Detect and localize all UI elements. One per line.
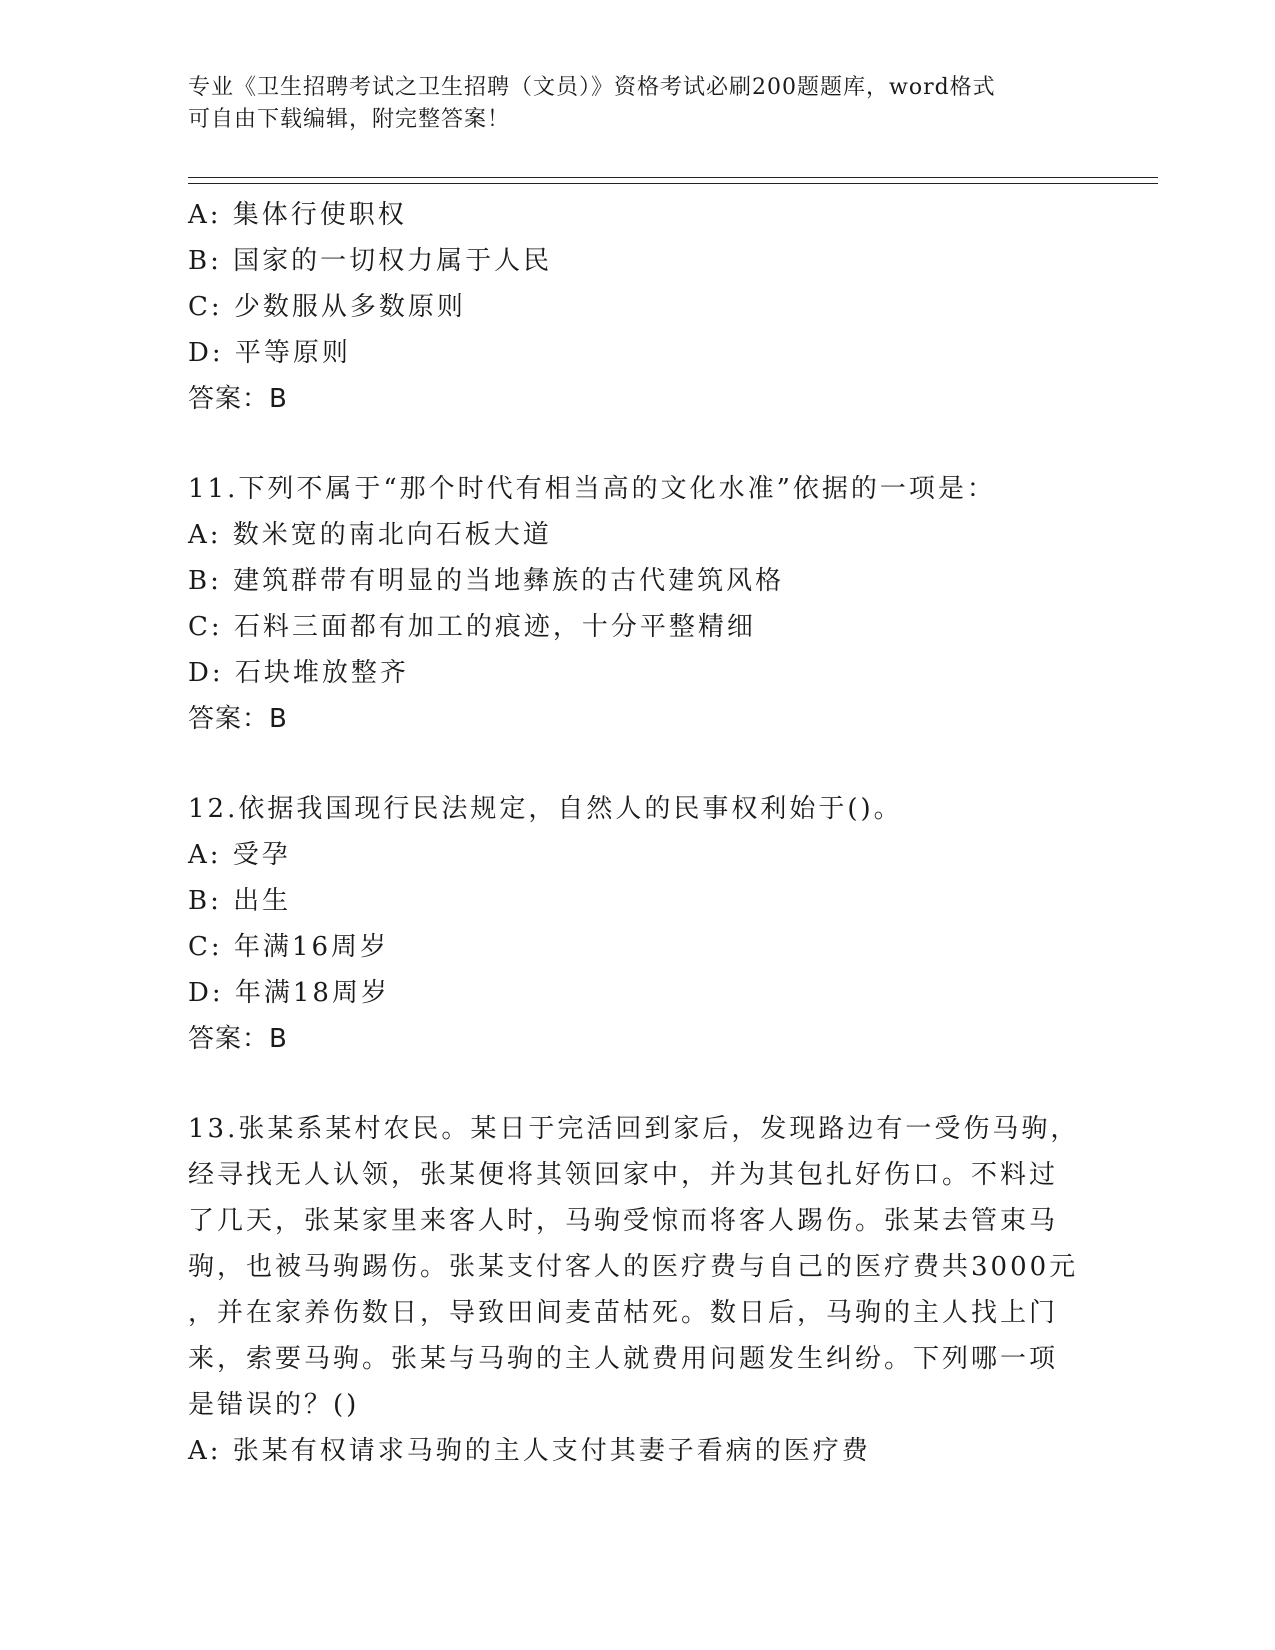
question-13 (188, 1106, 1088, 1474)
answer-line: 答案：B (188, 384, 288, 414)
spacer (188, 422, 1088, 466)
option-a: A: 张某有权请求马驹的主人支付其妻子看病的医疗费 (188, 1436, 871, 1466)
question-10 (188, 192, 1088, 422)
question-list (188, 192, 1088, 1474)
option-d: D: 石块堆放整齐 (188, 658, 409, 688)
option-d: D: 平等原则 (188, 338, 351, 368)
question-stem-line: 来，索要马驹。张某与马驹的主人就费用问题发生纠纷。下列哪一项 (188, 1344, 1059, 1374)
header-rule-top (188, 177, 1158, 178)
option-c: C: 石料三面都有加工的痕迹，十分平整精细 (188, 612, 756, 642)
option-b: B: 国家的一切权力属于人民 (188, 246, 553, 276)
header-rule-bottom (188, 183, 1158, 184)
question-stem-line: ，并在家养伤数日，导致田间麦苗枯死。数日后，马驹的主人找上门 (188, 1298, 1059, 1328)
question-stem-line: 是错误的？() (188, 1390, 360, 1420)
option-b: B: 出生 (188, 886, 292, 916)
question-stem-line: 经寻找无人认领，张某便将其领回家中，并为其包扎好伤口。不料过 (188, 1160, 1059, 1190)
option-c: C: 年满16周岁 (188, 932, 390, 962)
option-a: A: 受孕 (188, 840, 291, 870)
question-12 (188, 786, 1088, 1062)
spacer (188, 1062, 1088, 1106)
spacer (188, 742, 1088, 786)
header-title-line-2: 可自由下载编辑，附完整答案！ (188, 107, 511, 132)
option-b: B: 建筑群带有明显的当地彝族的古代建筑风格 (188, 566, 785, 596)
option-c: C: 少数服从多数原则 (188, 292, 466, 322)
question-stem-line: 了几天，张某家里来客人时，马驹受惊而将客人踢伤。张某去管束马 (188, 1206, 1059, 1236)
header-title-line-1: 专业《卫生招聘考试之卫生招聘（文员）》资格考试必刷200题题库，word格式 (188, 75, 996, 100)
question-stem-line: 驹，也被马驹踢伤。张某支付客人的医疗费与自己的医疗费共3000元 (188, 1252, 1079, 1282)
question-stem-line: 13.张某系某村农民。某日于完活回到家后，发现路边有一受伤马驹， (188, 1114, 1080, 1144)
answer-line: 答案：B (188, 704, 288, 734)
document-header (188, 72, 1088, 136)
question-11 (188, 466, 1088, 742)
answer-line: 答案：B (188, 1024, 288, 1054)
question-stem: 11.下列不属于“那个时代有相当高的文化水准”依据的一项是： (188, 474, 996, 504)
option-d: D: 年满18周岁 (188, 978, 390, 1008)
option-a: A: 集体行使职权 (188, 200, 407, 230)
question-stem: 12.依据我国现行民法规定，自然人的民事权利始于()。 (188, 794, 903, 824)
option-a: A: 数米宽的南北向石板大道 (188, 520, 552, 550)
